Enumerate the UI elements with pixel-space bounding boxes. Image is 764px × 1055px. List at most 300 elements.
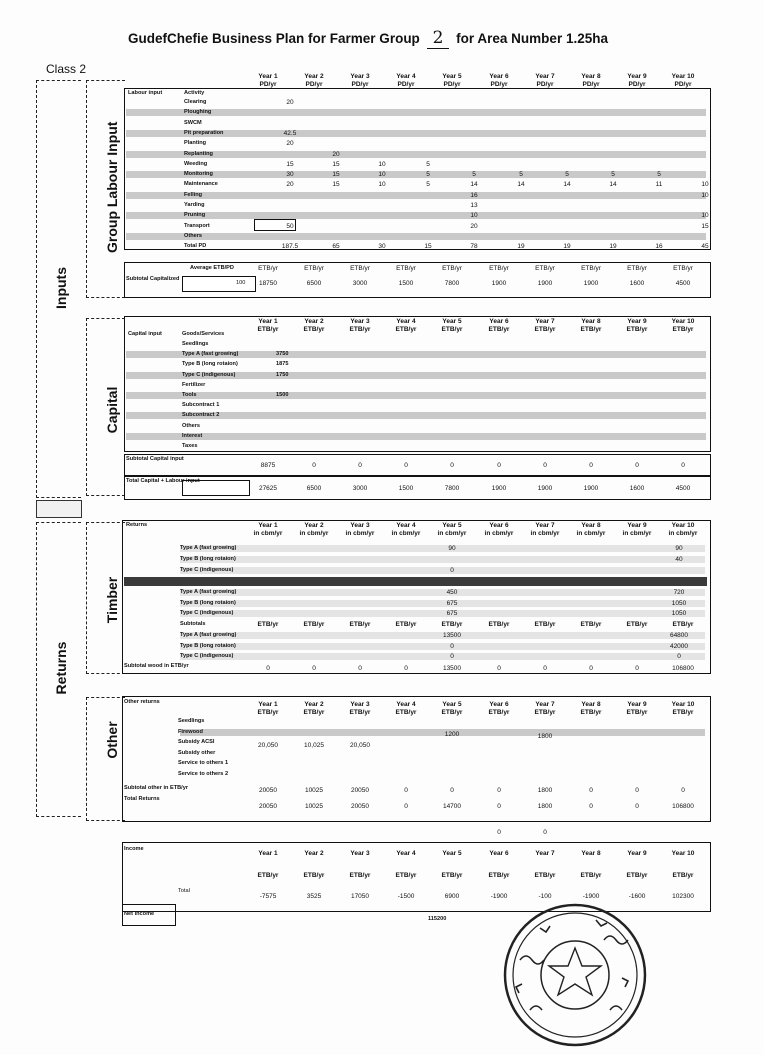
avg-unit-label: ETB/yr <box>350 265 370 272</box>
below-value: 0 <box>497 829 501 836</box>
income-total-value: -1600 <box>628 893 646 900</box>
avg-unit-label: ETB/yr <box>442 265 462 272</box>
labour-value: 10 <box>378 160 386 168</box>
timber-header-unit-7: in cbm/yr <box>530 530 560 537</box>
labour-value: 20 <box>470 222 478 230</box>
capital-header-year-10: Year 10 <box>671 318 695 325</box>
capital-subtotal-value: 0 <box>543 462 547 469</box>
labour-value: 19 <box>609 243 617 251</box>
capital-header-year-3: Year 3 <box>350 318 370 325</box>
labour-value: 30 <box>378 243 386 251</box>
timber-header-unit-8: in cbm/yr <box>576 530 606 537</box>
labour-value: 5 <box>426 181 430 189</box>
other-header-year-5: Year 5 <box>442 701 462 708</box>
income-header-unit-8: ETB/yr <box>580 872 602 879</box>
class-label: Class 2 <box>46 62 87 76</box>
timber-divider-row <box>124 577 707 586</box>
other-header-year-2: Year 2 <box>304 701 324 708</box>
capital-header-unit-1: ETB/yr <box>257 326 279 333</box>
other-header-unit-3: ETB/yr <box>349 709 371 716</box>
timber-label: Timber <box>104 576 120 624</box>
activity-label: Yarding <box>184 202 205 208</box>
capital-subtotal-label: Subtotal Capital input <box>126 456 184 462</box>
other-subtotal-label: Subtotal other in ETB/yr <box>124 785 189 791</box>
activity-label: Ploughing <box>184 109 212 116</box>
avg-unit-label: ETB/yr <box>304 265 324 272</box>
labour-header-unit-10: PD/yr <box>674 81 692 88</box>
timber-subtotal-value: 0 <box>635 665 639 672</box>
income-header-year-10: Year 10 <box>671 850 695 857</box>
capital-header-year-1: Year 1 <box>258 318 278 325</box>
labour-subtotal-value: 18750 <box>258 280 278 287</box>
labour-value: 10 <box>701 181 709 189</box>
timber-header-unit-1: in cbm/yr <box>253 530 283 537</box>
capital-subtotal-value: 0 <box>450 462 454 469</box>
capital-header-year-6: Year 6 <box>489 318 509 325</box>
title-suffix: for Area Number 1.25ha <box>456 31 608 46</box>
capital-header-year-9: Year 9 <box>627 318 647 325</box>
income-header-unit-5: ETB/yr <box>441 872 463 879</box>
timber-header-unit-2: in cbm/yr <box>299 530 329 537</box>
labour-row-shading <box>126 212 706 219</box>
other-header-unit-2: ETB/yr <box>303 709 325 716</box>
capital-total-label: Total Capital + Labour input <box>126 478 200 484</box>
income-header-unit-9: ETB/yr <box>626 872 648 879</box>
income-header-unit-4: ETB/yr <box>395 872 417 879</box>
timber-price-year5: 675 <box>446 599 458 607</box>
labour-value: 15 <box>332 181 340 189</box>
capital-header-unit-3: ETB/yr <box>349 326 371 333</box>
labour-header-unit-4: PD/yr <box>397 81 415 88</box>
timber-subtotal-label: Subtotal wood in ETB/yr <box>124 663 189 669</box>
income-total-value: -1900 <box>582 893 600 900</box>
activity-label: Others <box>184 232 203 239</box>
labour-value: 10 <box>378 181 386 189</box>
capital-header-year-7: Year 7 <box>535 318 555 325</box>
timber-returns-label: Returns <box>126 522 148 528</box>
timber-volume-label: Type B (long rotaion) <box>180 556 236 562</box>
labour-row-shading <box>126 109 706 116</box>
labour-value: 10 <box>470 212 478 220</box>
capital-header-unit-7: ETB/yr <box>534 326 556 333</box>
activity-label: Transport <box>184 222 210 229</box>
capital-item-label: Seedlings <box>182 341 209 347</box>
labour-header-unit-6: PD/yr <box>490 81 508 88</box>
capital-item-label: Fertilizer <box>182 381 206 388</box>
labour-subtotal-value: 1900 <box>491 280 507 287</box>
timber-subtotals-label: Subtotals <box>180 621 206 627</box>
capital-item-label: Type B (long rotaion) <box>182 361 238 368</box>
timber-volume-label: Type A (fast growing) <box>180 545 237 551</box>
timber-header-unit-5: in cbm/yr <box>437 530 467 537</box>
timber-header-unit-6: in cbm/yr <box>484 530 514 537</box>
timber-etb-label: Type A (fast growing) <box>180 632 237 638</box>
timber-price-label: Type A (fast growing) <box>180 589 237 595</box>
capital-total-value: 4500 <box>675 485 691 492</box>
labour-value: 45 <box>701 243 709 251</box>
capital-item-label: Interest <box>182 432 203 439</box>
labour-header-year-9: Year 9 <box>627 73 647 80</box>
inputs-gap-box <box>36 500 82 518</box>
other-subtotal-value: 1800 <box>537 787 553 794</box>
other-subtotal-value: 10025 <box>304 787 324 794</box>
activity-label: Total PD <box>184 243 207 250</box>
firewood-year7: 1800 <box>537 733 553 740</box>
timber-header-year-7: Year 7 <box>535 522 555 529</box>
income-header-unit-1: ETB/yr <box>257 872 279 879</box>
timber-header-year-5: Year 5 <box>442 522 462 529</box>
timber-header-year-6: Year 6 <box>489 522 509 529</box>
labour-header-unit-3: PD/yr <box>351 81 369 88</box>
timber-subtotal-value: 0 <box>543 665 547 672</box>
labour-value: 187.5 <box>281 243 299 251</box>
timber-header-year-8: Year 8 <box>581 522 601 529</box>
income-total-label: Total <box>178 888 190 894</box>
capital-total-value: 1900 <box>491 485 507 492</box>
other-subtotal-value: 0 <box>681 787 685 794</box>
other-subtotal-value: 0 <box>450 787 454 794</box>
timber-price-label: Type C (indigenous) <box>180 610 234 616</box>
avg-unit-label: ETB/yr <box>396 265 416 272</box>
net-income-label: Net income <box>124 911 155 917</box>
capital-item-label: Others <box>182 422 201 429</box>
timber-etb-year10: 42000 <box>669 642 689 650</box>
group-number: 2 <box>427 28 450 49</box>
subsidy-value: 20,050 <box>258 742 278 749</box>
income-header-unit-7: ETB/yr <box>534 872 556 879</box>
other-item-label: Subsidy ACSI <box>178 739 215 745</box>
labour-header-year-1: Year 1 <box>258 73 278 80</box>
timber-header-unit-10: in cbm/yr <box>668 530 698 537</box>
income-total-value: 6900 <box>444 893 460 900</box>
capital-header-unit-8: ETB/yr <box>580 326 602 333</box>
capital-total-value: 1900 <box>583 485 599 492</box>
total-returns-value: 1800 <box>537 803 553 810</box>
other-header-unit-7: ETB/yr <box>534 709 556 716</box>
average-rate-value: 100 <box>236 280 246 286</box>
labour-value: 5 <box>565 171 569 179</box>
labour-value: 10 <box>378 171 386 179</box>
labour-value: 14 <box>609 181 617 189</box>
capital-subtotal-value: 0 <box>589 462 593 469</box>
total-returns-value: 10025 <box>304 803 324 810</box>
timber-header-unit-9: in cbm/yr <box>622 530 652 537</box>
timber-header-year-4: Year 4 <box>396 522 416 529</box>
firewood-year5: 1200 <box>444 731 460 738</box>
capital-total-value: 1500 <box>398 485 414 492</box>
capital-item-label: Type C (indigenous) <box>182 371 236 378</box>
other-header-year-3: Year 3 <box>350 701 370 708</box>
capital-header-unit-9: ETB/yr <box>626 326 648 333</box>
activity-label: Weeding <box>184 160 208 167</box>
labour-col-label: Labour input <box>128 90 163 96</box>
income-header-year-4: Year 4 <box>396 850 416 857</box>
capital-total-value: 7800 <box>444 485 460 492</box>
timber-etb-unit: ETB/yr <box>672 621 694 628</box>
income-header-unit-2: ETB/yr <box>303 872 325 879</box>
timber-volume-year5: 0 <box>450 567 454 574</box>
capital-total-value: 3000 <box>352 485 368 492</box>
labour-header-unit-8: PD/yr <box>582 81 600 88</box>
other-header-year-9: Year 9 <box>627 701 647 708</box>
other-item-label: Firewood <box>178 728 203 735</box>
capital-subtotal-value: 0 <box>312 462 316 469</box>
labour-value: 14 <box>470 181 478 189</box>
labour-value: 50 <box>286 222 294 230</box>
labour-value: 20 <box>286 181 294 189</box>
labour-value: 15 <box>701 222 709 230</box>
total-returns-value: 14700 <box>442 803 462 810</box>
income-total-value: -7575 <box>259 893 277 900</box>
capital-header-year-4: Year 4 <box>396 318 416 325</box>
timber-price-year10: 720 <box>673 589 685 596</box>
timber-etb-year5: 13500 <box>442 632 462 639</box>
labour-subtotal-value: 1900 <box>583 280 599 287</box>
labour-value: 19 <box>517 243 525 251</box>
timber-row-shading <box>180 556 705 563</box>
other-header-unit-5: ETB/yr <box>441 709 463 716</box>
avg-unit-label: ETB/yr <box>627 265 647 272</box>
other-item-label: Service to others 2 <box>178 770 229 777</box>
labour-value: 5 <box>519 171 523 179</box>
labour-value: 15 <box>286 160 294 168</box>
labour-subtotal-value: 4500 <box>675 280 691 287</box>
labour-value: 20 <box>286 99 294 106</box>
income-header-year-3: Year 3 <box>350 850 370 857</box>
total-returns-value: 0 <box>404 803 408 810</box>
labour-subtotal-value: 6500 <box>306 280 322 287</box>
avg-unit-label: ETB/yr <box>535 265 555 272</box>
income-label: Income <box>124 846 144 852</box>
capital-subtotal-value: 0 <box>404 462 408 469</box>
capital-header-unit-6: ETB/yr <box>488 326 510 333</box>
total-returns-value: 20050 <box>350 803 370 810</box>
inputs-label: Inputs <box>53 267 69 309</box>
labour-value: 30 <box>286 171 294 179</box>
timber-volume-year10: 40 <box>675 556 683 563</box>
capital-item-label: Taxes <box>182 443 198 449</box>
labour-value: 5 <box>472 171 476 179</box>
other-header-unit-1: ETB/yr <box>257 709 279 716</box>
income-total-value: -1500 <box>397 893 415 900</box>
timber-etb-unit: ETB/yr <box>303 621 325 628</box>
avg-unit-label: ETB/yr <box>581 265 601 272</box>
timber-subtotal-value: 0 <box>589 665 593 672</box>
timber-header-unit-3: in cbm/yr <box>345 530 375 537</box>
total-returns-value: 0 <box>589 803 593 810</box>
timber-etb-year10: 0 <box>677 653 681 660</box>
other-header-year-10: Year 10 <box>671 701 695 708</box>
labour-value: 13 <box>470 202 478 209</box>
labour-subtotal-value: 7800 <box>444 280 460 287</box>
labour-header-unit-2: PD/yr <box>305 81 323 88</box>
capital-item-label: Type A (fast growing) <box>182 351 239 358</box>
avg-unit-label: ETB/yr <box>258 265 278 272</box>
activity-col-label: Activity <box>184 90 205 96</box>
income-header-year-1: Year 1 <box>258 850 278 857</box>
activity-label: Planting <box>184 140 207 147</box>
goods-col-label: Goods/Services <box>182 331 225 337</box>
capital-total-value: 1600 <box>629 485 645 492</box>
timber-header-unit-4: in cbm/yr <box>391 530 421 537</box>
labour-header-unit-7: PD/yr <box>536 81 554 88</box>
labour-value: 20 <box>332 150 340 158</box>
timber-header-year-1: Year 1 <box>258 522 278 529</box>
capital-header-unit-5: ETB/yr <box>441 326 463 333</box>
other-subtotal-value: 0 <box>589 787 593 794</box>
labour-value: 14 <box>517 181 525 189</box>
avg-unit-label: ETB/yr <box>489 265 509 272</box>
timber-etb-unit: ETB/yr <box>626 621 648 628</box>
capital-row-shading <box>126 433 706 440</box>
other-header-unit-9: ETB/yr <box>626 709 648 716</box>
capital-year1-value: 1750 <box>276 371 289 378</box>
official-stamp <box>500 900 650 1050</box>
income-header-year-9: Year 9 <box>627 850 647 857</box>
labour-value: 19 <box>563 243 571 251</box>
below-value: 0 <box>543 829 547 836</box>
timber-header-year-2: Year 2 <box>304 522 324 529</box>
labour-value: 65 <box>332 243 340 251</box>
labour-subtotal-value: 1500 <box>398 280 414 287</box>
labour-value: 5 <box>426 171 430 179</box>
timber-header-year-10: Year 10 <box>671 522 695 529</box>
capital-header-unit-10: ETB/yr <box>672 326 694 333</box>
subsidy-value: 20,050 <box>350 742 370 749</box>
other-header-year-1: Year 1 <box>258 701 278 708</box>
other-subtotal-value: 0 <box>497 787 501 794</box>
income-header-year-7: Year 7 <box>535 850 555 857</box>
capital-header-year-2: Year 2 <box>304 318 324 325</box>
page-title <box>128 28 688 49</box>
income-total-value: -100 <box>538 893 552 900</box>
other-header-year-7: Year 7 <box>535 701 555 708</box>
timber-price-year5: 675 <box>446 610 458 617</box>
timber-volume-year10: 90 <box>675 545 683 552</box>
timber-etb-year5: 0 <box>450 653 454 660</box>
timber-etb-label: Type C (indigenous) <box>180 653 234 659</box>
labour-subtotal-label: Subtotal Capitalized <box>126 276 180 282</box>
timber-etb-unit: ETB/yr <box>441 621 463 628</box>
labour-value: 10 <box>701 212 709 220</box>
other-item-label: Seedlings <box>178 718 205 724</box>
timber-price-year5: 450 <box>446 589 458 596</box>
timber-etb-unit: ETB/yr <box>534 621 556 628</box>
timber-price-year10: 1050 <box>671 610 687 617</box>
capital-subtotal-value: 8875 <box>260 462 276 469</box>
income-total-value: 102300 <box>672 893 694 900</box>
avg-unit-label: ETB/yr <box>673 265 693 272</box>
total-returns-value: 106800 <box>672 803 694 810</box>
total-returns-value: 20050 <box>258 803 278 810</box>
other-header-unit-10: ETB/yr <box>672 709 694 716</box>
labour-row-shading <box>126 151 706 158</box>
labour-value: 16 <box>470 191 478 199</box>
capital-item-label: Subcontract 2 <box>182 412 220 419</box>
income-header-year-5: Year 5 <box>442 850 462 857</box>
labour-subtotal-value: 3000 <box>352 280 368 287</box>
capital-total-value: 27625 <box>258 485 278 492</box>
capital-label: Capital <box>104 386 120 434</box>
other-header-unit-4: ETB/yr <box>395 709 417 716</box>
labour-header-year-3: Year 3 <box>350 73 370 80</box>
timber-etb-unit: ETB/yr <box>395 621 417 628</box>
other-subtotal-value: 20050 <box>350 787 370 794</box>
timber-etb-year5: 0 <box>450 642 454 650</box>
labour-header-year-7: Year 7 <box>535 73 555 80</box>
activity-label: Maintenance <box>184 181 218 188</box>
labour-value: 15 <box>332 171 340 179</box>
labour-header-year-4: Year 4 <box>396 73 416 80</box>
labour-value: 5 <box>611 171 615 179</box>
timber-subtotal-value: 0 <box>358 665 362 672</box>
labour-value: 15 <box>332 160 340 168</box>
other-item-label: Service to others 1 <box>178 760 229 766</box>
labour-value: 5 <box>426 160 430 168</box>
other-label: Other <box>104 721 120 759</box>
other-header-year-4: Year 4 <box>396 701 416 708</box>
timber-etb-year10: 64800 <box>669 632 689 639</box>
labour-header-year-5: Year 5 <box>442 73 462 80</box>
activity-label: Replanting <box>184 150 213 157</box>
timber-header-year-3: Year 3 <box>350 522 370 529</box>
income-header-unit-3: ETB/yr <box>349 872 371 879</box>
stamp-seal-icon <box>500 900 650 1050</box>
labour-value: 20 <box>286 140 294 148</box>
labour-value: 42.5 <box>283 129 297 137</box>
timber-subtotal-value: 106800 <box>672 665 694 672</box>
capital-col-label: Capital input <box>128 331 162 337</box>
other-header-year-6: Year 6 <box>489 701 509 708</box>
capital-total-value: 1900 <box>537 485 553 492</box>
labour-row-shading <box>126 192 706 199</box>
activity-label: SWCM <box>184 119 202 126</box>
labour-header-unit-1: PD/yr <box>259 81 277 88</box>
labour-header-year-8: Year 8 <box>581 73 601 80</box>
capital-year1-value: 1875 <box>276 361 289 368</box>
income-header-unit-10: ETB/yr <box>672 872 694 879</box>
net-income-value: 115200 <box>428 916 447 922</box>
group-labour-label: Group Labour Input <box>104 121 120 253</box>
income-header-year-2: Year 2 <box>304 850 324 857</box>
timber-subtotal-value: 13500 <box>442 665 462 672</box>
other-returns-label: Other returns <box>124 699 160 705</box>
income-header-unit-6: ETB/yr <box>488 872 510 879</box>
income-total-value: 3525 <box>306 893 322 900</box>
capital-header-unit-4: ETB/yr <box>395 326 417 333</box>
timber-price-label: Type B (long rotaion) <box>180 599 236 606</box>
labour-subtotal-value: 1900 <box>537 280 553 287</box>
capital-header-year-8: Year 8 <box>581 318 601 325</box>
labour-subtotal-value: 1600 <box>629 280 645 287</box>
timber-etb-unit: ETB/yr <box>488 621 510 628</box>
labour-value: 15 <box>424 243 432 251</box>
income-total-value: 17050 <box>350 893 370 900</box>
income-header-year-8: Year 8 <box>581 850 601 857</box>
activity-label: Clearing <box>184 99 207 105</box>
labour-header-year-2: Year 2 <box>304 73 324 80</box>
other-item-label: Subsidy other <box>178 749 216 756</box>
other-subtotal-value: 20050 <box>258 787 278 794</box>
capital-year1-value: 1500 <box>276 392 289 398</box>
other-header-unit-8: ETB/yr <box>580 709 602 716</box>
capital-header-unit-2: ETB/yr <box>303 326 325 333</box>
timber-volume-label: Type C (indigenous) <box>180 567 234 573</box>
labour-header-unit-9: PD/yr <box>628 81 646 88</box>
activity-label: Felling <box>184 191 203 198</box>
activity-label: Pit preparation <box>184 129 224 136</box>
income-header-year-6: Year 6 <box>489 850 509 857</box>
